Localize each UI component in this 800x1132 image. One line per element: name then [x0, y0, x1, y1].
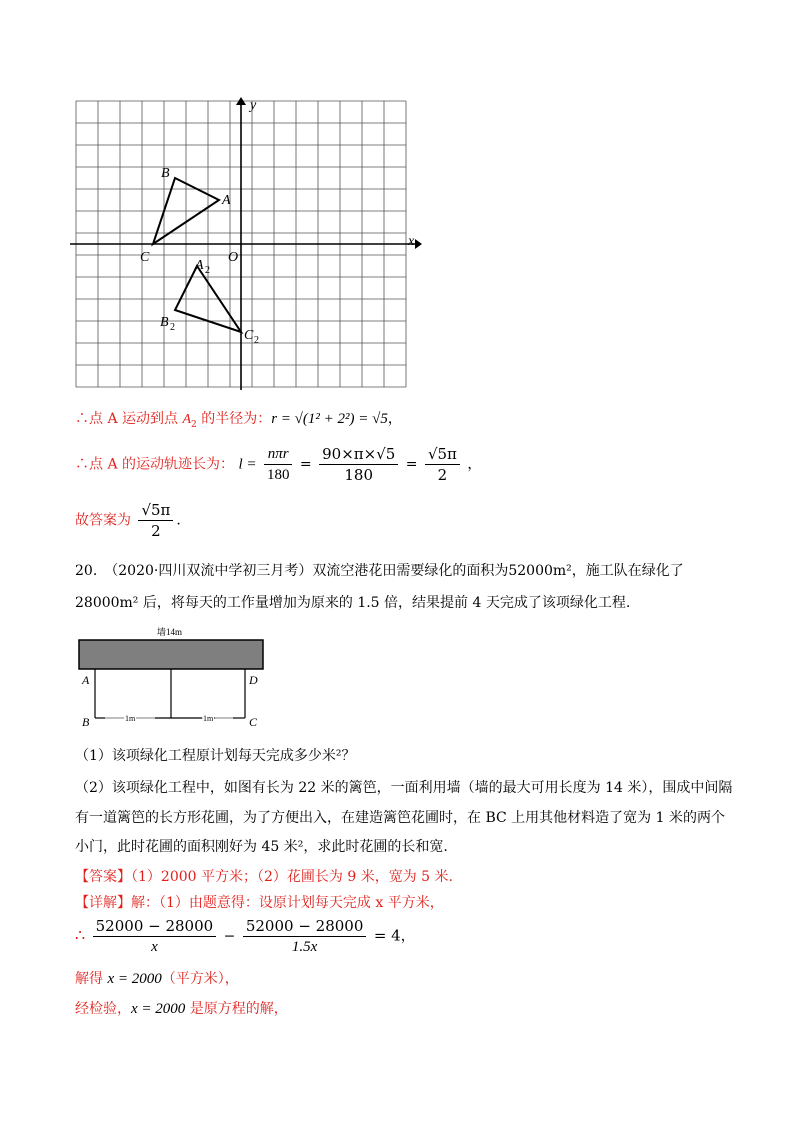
detail-text: 解：（1）由题意得：设原计划每天完成 x 平方米，	[131, 895, 444, 911]
detail-eq-tail: = 4	[373, 926, 401, 945]
detail-check-prefix: 经检验，	[75, 1001, 131, 1017]
label-c2: C	[244, 328, 254, 343]
q20-q1: （1）该项绿化工程原计划每天完成多少米²？	[75, 748, 356, 764]
detail-equation	[75, 916, 415, 957]
detail-eq-prefix: ∴	[75, 925, 86, 945]
sol19-eq2: =	[405, 456, 418, 473]
sol19-l1-sub: 2	[191, 419, 197, 430]
q20-q2-line2: 有一道篱笆的长方形花圃，为了方便出入，在建造篱笆花圃时，在 BC 上用其他材料造了宽为 1 米的两个	[75, 810, 725, 826]
garden-figure	[75, 622, 275, 732]
label-b: B	[161, 166, 170, 181]
coordinate-grid-figure	[70, 95, 430, 390]
label-b: B	[82, 715, 90, 729]
sol19-l1-prefix: ∴点 A 运动到点	[75, 411, 183, 427]
sol19-l2-end: ，	[467, 456, 482, 473]
detail-check	[75, 998, 288, 1018]
detail-solve-prefix: 解得	[75, 971, 108, 987]
sol19-frac3-den: 2	[437, 466, 448, 484]
label-y: y	[250, 98, 257, 113]
q20-q2-line1: （2）该项绿化工程中，如图有长为 22 米的篱笆，一面利用墙（墙的最大可用长度为 14 米），围成中间隔	[75, 780, 733, 796]
detail-eq-end: ，	[400, 928, 415, 945]
door2-label: 1m	[203, 714, 214, 723]
label-b2: B	[160, 315, 169, 330]
detail-check-eq: x = 2000	[131, 1001, 186, 1017]
sol19-frac1-den: 180	[266, 467, 290, 483]
detail-line	[75, 892, 444, 912]
label-a2: A	[195, 258, 204, 273]
wall-label: 墙14m	[157, 627, 183, 637]
sol19-eq1: =	[299, 456, 312, 473]
sol19-frac2	[319, 444, 398, 485]
sol19-line3	[75, 500, 181, 541]
sol19-l3-end: .	[176, 512, 181, 529]
label-x: x	[408, 234, 415, 249]
detail-frac2-den: 1.5x	[291, 939, 318, 955]
sol19-answer-den: 2	[151, 522, 161, 540]
answer-line	[75, 866, 453, 886]
detail-solve	[75, 968, 239, 988]
detail-frac1-num: 52000 − 28000	[93, 916, 217, 937]
detail-minus: −	[223, 928, 236, 945]
sol19-l2-l: l =	[238, 456, 257, 473]
sol19-l1-eq: r = √(1² + 2²) = √5	[271, 411, 388, 427]
q20-q2-line3: 小门，此时花圃的面积刚好为 45 米²，求此时花圃的长和宽.	[75, 839, 448, 855]
detail-solve-eq: x = 2000	[107, 971, 162, 987]
detail-frac2-num: 52000 − 28000	[243, 916, 367, 937]
answer-tag: 【答案】	[75, 869, 131, 885]
sol19-frac1	[264, 444, 293, 485]
sol19-answer-frac	[138, 500, 173, 541]
door1-label: 1m	[125, 714, 136, 723]
label-b2-sub: 2	[170, 322, 175, 333]
label-a: A	[222, 193, 231, 208]
answer-text: （1）2000 平方米；（2）花圃长为 9 米，宽为 5 米.	[131, 869, 453, 885]
sol19-line1	[75, 408, 402, 430]
detail-frac2	[243, 916, 367, 957]
detail-check-suffix: 是原方程的解，	[185, 1001, 288, 1017]
sol19-l1-mid: 的半径为：	[196, 411, 272, 427]
detail-solve-suffix: （平方米），	[161, 971, 239, 987]
label-c: C	[140, 250, 150, 265]
sol19-frac3	[425, 444, 460, 485]
detail-tag: 【详解】	[75, 895, 131, 911]
sol19-frac3-num: √5π	[425, 444, 460, 465]
sol19-frac2-num: 90×π×√5	[319, 444, 398, 465]
label-a: A	[82, 673, 90, 687]
sol19-frac1-num: nπr	[264, 444, 293, 465]
sol19-l1-a2: A	[182, 412, 192, 427]
sol19-l2-prefix: ∴点 A 的运动轨迹长为：	[75, 456, 235, 473]
wall-rect	[79, 640, 263, 669]
label-c: C	[249, 715, 258, 729]
sol19-frac2-den: 180	[344, 466, 374, 484]
detail-frac1-den: x	[151, 939, 158, 955]
sol19-answer-num: √5π	[138, 500, 173, 521]
x-axis-arrow	[415, 239, 422, 249]
q20-line2: 28000m² 后，将每天的工作量增加为原来的 1.5 倍，结果提前 4 天完成了该项绿化工程.	[75, 595, 631, 611]
sol19-l1-end: ，	[387, 411, 402, 427]
label-c2-sub: 2	[254, 335, 259, 346]
label-a2-sub: 2	[205, 265, 210, 276]
sol19-l3-prefix: 故答案为	[75, 512, 131, 529]
detail-frac1	[93, 916, 217, 957]
q20-line1: 20. （2020·四川双流中学初三月考）双流空港花田需要绿化的面积为52000m²，施工队在绿化了	[75, 563, 684, 579]
label-origin: O	[228, 250, 239, 265]
sol19-line2	[75, 444, 481, 485]
label-d: D	[249, 673, 258, 687]
